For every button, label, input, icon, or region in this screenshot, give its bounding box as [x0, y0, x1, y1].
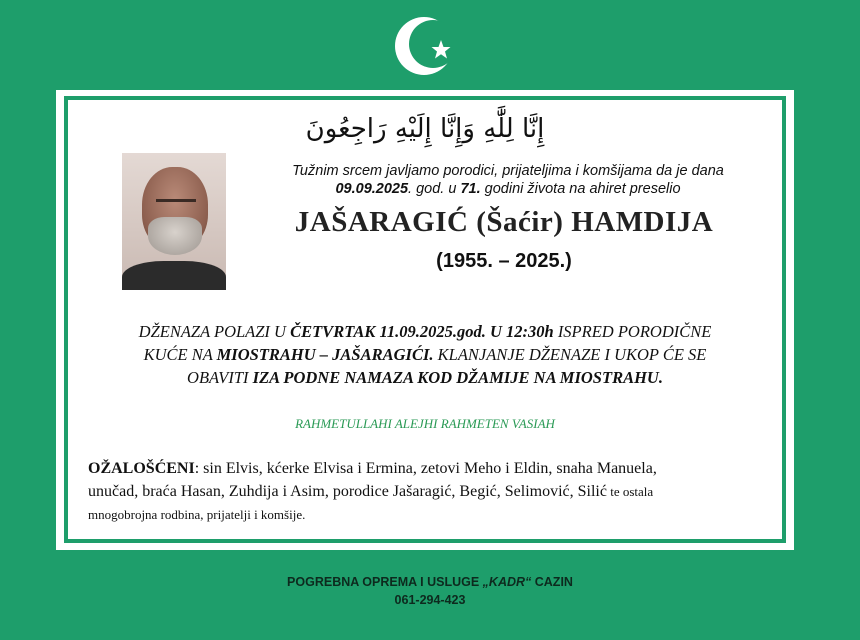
funeral-service-phone: 061-294-423: [394, 593, 466, 607]
rahmet-prayer: RAHMETULLAHI ALEJHI RAHMETEN VASIAH: [295, 416, 555, 431]
mourners-line-1: OŽALOŠĆENI: sin Elvis, kćerke Elvisa i Ermina, zetovi Meho i Eldin, snaha Manuela,: [88, 460, 657, 477]
deceased-name: JAŠARAGIĆ (Šaćir) HAMDIJA: [294, 206, 714, 238]
funeral-line-2: KUĆE NA MIOSTRAHU – JAŠARAGIĆI. KLANJANJE DŽENAZE I UKOP ĆE SE: [143, 345, 707, 364]
arabic-verse: إِنَّا لِلَّٰهِ وَإِنَّا إِلَيْهِ رَاجِعُونَ: [305, 114, 545, 144]
obituary-card: [56, 90, 794, 550]
mourners-line-2: unučad, braća Hasan, Zuhdija i Asim, porodice Jašaragić, Begić, Selimović, Silić te ostala: [88, 483, 654, 500]
age: 71.: [460, 181, 481, 197]
notice-line-2: 09.09.2025. god. u 71. godini života na ahiret preselio: [335, 181, 681, 197]
deceased-photo: [122, 153, 226, 290]
funeral-service-name: POGREBNA OPREMA I USLUGE „KADR“ CAZIN: [287, 575, 573, 589]
mourners-label: OŽALOŠĆENI: [88, 460, 195, 477]
funeral-line-3: OBAVITI IZA PODNE NAMAZA KOD DŽAMIJE NA MIOSTRAHU.: [187, 368, 663, 387]
crescent-star-icon: [394, 14, 458, 78]
death-date: 09.09.2025: [335, 181, 409, 197]
funeral-line-1: DŽENAZA POLAZI U ČETVRTAK 11.09.2025.god. U 12:30h ISPRED PORODIČNE: [138, 322, 712, 341]
mourners-line-3: mnogobrojna rodbina, prijatelji i komšije.: [88, 507, 306, 522]
life-years: (1955. – 2025.): [436, 250, 572, 272]
green-border: [64, 96, 786, 543]
notice-line-1: Tužnim srcem javljamo porodici, prijateljima i komšijama da je dana: [292, 163, 724, 179]
